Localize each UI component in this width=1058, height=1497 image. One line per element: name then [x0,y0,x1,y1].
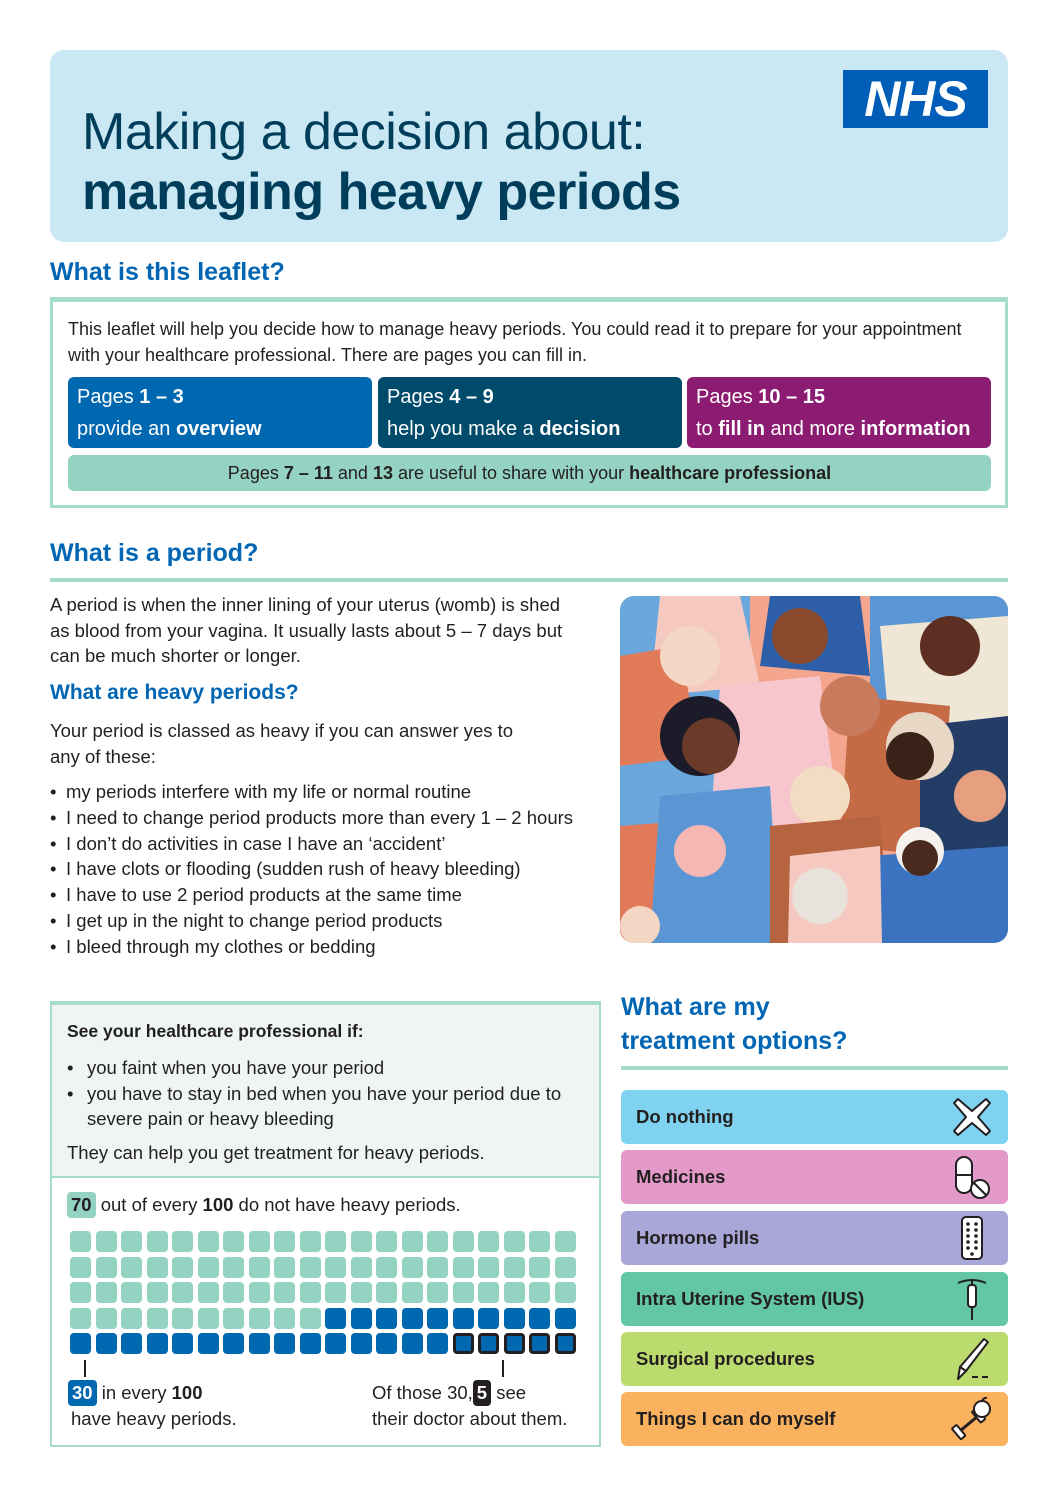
no-heavy-person-square [300,1257,321,1278]
heavy-pointer [84,1360,86,1377]
no-heavy-person-square [147,1282,168,1303]
option-self-care: Things I can do myself [621,1392,1008,1446]
no-heavy-person-square [453,1231,474,1252]
heavy-person-square [427,1308,448,1329]
no-heavy-person-square [453,1282,474,1303]
list-item: • you faint when you have your period [67,1055,587,1081]
no-heavy-person-square [121,1308,142,1329]
list-item: • I have clots or flooding (sudden rush of heavy bleeding) [50,856,573,882]
see-professional-panel [52,1005,599,1177]
page-title-line1: Making a decision about: [82,103,646,161]
no-heavy-person-square [402,1282,423,1303]
heavy-count-badge: 30 [68,1380,97,1406]
list-item: • I bleed through my clothes or bedding [50,934,573,960]
heavy-person-square [351,1308,372,1329]
see-professional-title: See your healthcare professional if: [67,1021,364,1041]
pill-pack-icon [950,1216,994,1260]
no-heavy-person-square [172,1282,193,1303]
no-heavy-person-square [96,1231,117,1252]
heavy-periods-list [50,779,573,960]
no-heavy-person-square [121,1231,142,1252]
heavy-person-square [453,1308,474,1329]
list-item: • my periods interfere with my life or normal routine [50,779,573,805]
no-heavy-person-square [300,1231,321,1252]
no-heavy-person-square [478,1282,499,1303]
heavy-person-square [402,1333,423,1354]
leaflet-info-box [50,297,1008,508]
no-heavy-person-square [529,1231,550,1252]
see-professional-list [67,1055,587,1132]
doctor-visit-person-square [529,1333,550,1354]
heavy-person-square [96,1333,117,1354]
heavy-person-square [223,1333,244,1354]
no-heavy-person-square [274,1308,295,1329]
no-heavy-person-square [300,1282,321,1303]
doctor-pointer [502,1360,504,1377]
ius-device-icon [950,1277,994,1321]
no-heavy-person-square [223,1257,244,1278]
scalpel-icon [950,1337,994,1381]
no-heavy-person-square [376,1257,397,1278]
treatment-heading: What are my treatment options? [621,993,848,1055]
page-title-line2: managing heavy periods [82,163,681,221]
no-heavy-person-square [147,1231,168,1252]
heavy-periods-intro: Your period is classed as heavy if you can answer yes to any of these: [50,720,514,767]
no-heavy-person-square [402,1231,423,1252]
no-heavy-person-square [249,1257,270,1278]
no-heavy-person-square [478,1257,499,1278]
see-professional-box [50,1001,601,1447]
leaflet-intro: This leaflet will help you decide how to manage heavy periods. You could read it to prepare for your appointment with your healthcare professional. There are pages you can fill in. [68,319,962,365]
no-heavy-person-square [555,1282,576,1303]
heavy-person-square [249,1333,270,1354]
list-item: • I get up in the night to change period products [50,908,573,934]
heavy-person-square [376,1308,397,1329]
pages-fill-in-box: Pages 10 – 15 to fill in and more information [687,377,991,448]
doctor-visit-person-square [504,1333,525,1354]
no-heavy-person-square [198,1231,219,1252]
heavy-person-square [529,1308,550,1329]
no-heavy-person-square [172,1257,193,1278]
heavy-person-square [198,1333,219,1354]
no-heavy-count-badge: 70 [67,1192,96,1218]
header-banner [50,50,1008,242]
heavy-person-square [325,1333,346,1354]
option-surgical: Surgical procedures [621,1332,1008,1386]
heavy-person-square [402,1308,423,1329]
no-heavy-person-square [274,1231,295,1252]
no-heavy-person-square [249,1231,270,1252]
box-divider [52,1176,599,1178]
no-heavy-person-square [555,1257,576,1278]
no-heavy-person-square [555,1231,576,1252]
no-heavy-person-square [70,1231,91,1252]
no-heavy-person-square [249,1282,270,1303]
heavy-person-square [427,1333,448,1354]
heavy-person-square [70,1333,91,1354]
treatment-help-text: They can help you get treatment for heavy periods. [67,1142,485,1163]
no-heavy-person-square [529,1257,550,1278]
doctor-count-badge: 5 [473,1380,491,1406]
option-do-nothing: Do nothing [621,1090,1008,1144]
doctor-visit-stat: Of those 30, 5 see their doctor about them. [372,1382,568,1429]
dumbbell-apple-icon [950,1397,994,1441]
no-heavy-person-square [325,1282,346,1303]
no-heavy-person-square [147,1257,168,1278]
leaflet-heading: What is this leaflet? [50,258,285,286]
pages-overview-box: Pages 1 – 3 provide an overview [68,377,372,448]
no-heavy-person-square [376,1231,397,1252]
no-heavy-person-square [351,1282,372,1303]
no-heavy-person-square [351,1257,372,1278]
doctor-visit-person-square [478,1333,499,1354]
no-heavy-person-square [172,1231,193,1252]
no-heavy-person-square [376,1282,397,1303]
no-heavy-person-square [96,1282,117,1303]
option-ius: Intra Uterine System (IUS) [621,1272,1008,1326]
no-heavy-person-square [274,1257,295,1278]
no-heavy-person-square [223,1231,244,1252]
no-heavy-person-square [351,1231,372,1252]
no-heavy-person-square [300,1308,321,1329]
heavy-person-square [274,1333,295,1354]
no-heavy-person-square [121,1257,142,1278]
heavy-person-square [504,1308,525,1329]
no-heavy-person-square [223,1282,244,1303]
no-heavy-person-square [121,1282,142,1303]
heavy-periods-stat: 30 in every 100 have heavy periods. [68,1380,308,1432]
heavy-person-square [147,1333,168,1354]
heavy-person-square [351,1333,372,1354]
no-heavy-person-square [453,1257,474,1278]
no-heavy-person-square [504,1282,525,1303]
no-heavy-person-square [249,1308,270,1329]
no-heavy-person-square [325,1257,346,1278]
no-heavy-person-square [427,1282,448,1303]
no-heavy-periods-stat: 70 out of every 100 do not have heavy periods. [67,1192,461,1218]
section-divider [50,578,1008,582]
crowd-illustration [620,596,1008,943]
no-heavy-person-square [504,1257,525,1278]
no-heavy-person-square [147,1308,168,1329]
no-heavy-person-square [504,1231,525,1252]
heavy-person-square [121,1333,142,1354]
no-heavy-person-square [427,1231,448,1252]
heavy-periods-heading: What are heavy periods? [50,681,299,704]
no-heavy-person-square [529,1282,550,1303]
period-heading: What is a period? [50,539,259,567]
icon-array-100 [70,1231,582,1354]
no-heavy-person-square [427,1257,448,1278]
no-heavy-person-square [96,1308,117,1329]
doctor-visit-person-square [555,1333,576,1354]
heavy-person-square [376,1333,397,1354]
section-divider [621,1066,1008,1070]
no-heavy-person-square [70,1308,91,1329]
pages-decision-box: Pages 4 – 9 help you make a decision [378,377,682,448]
no-heavy-person-square [223,1308,244,1329]
no-heavy-person-square [478,1231,499,1252]
list-item: • I don’t do activities in case I have an ‘accident’ [50,831,573,857]
heavy-person-square [172,1333,193,1354]
no-heavy-person-square [198,1308,219,1329]
list-item: • I have to use 2 period products at the same time [50,882,573,908]
no-heavy-person-square [172,1308,193,1329]
heavy-person-square [478,1308,499,1329]
no-heavy-person-square [70,1282,91,1303]
no-heavy-person-square [70,1257,91,1278]
heavy-person-square [300,1333,321,1354]
heavy-person-square [325,1308,346,1329]
no-heavy-person-square [198,1257,219,1278]
list-item: • I need to change period products more than every 1 – 2 hours [50,805,573,831]
no-heavy-person-square [274,1282,295,1303]
no-heavy-person-square [198,1282,219,1303]
no-heavy-person-square [96,1257,117,1278]
share-pages-bar: Pages 7 – 11 and 13 are useful to share with your healthcare professional [68,455,991,491]
pill-capsule-icon [950,1155,994,1199]
list-item: • you have to stay in bed when you have your period due to severe pain or heavy bleeding [67,1081,587,1132]
no-heavy-person-square [402,1257,423,1278]
heavy-person-square [555,1308,576,1329]
period-description: A period is when the inner lining of your uterus (womb) is shed as blood from your vagina. It usually lasts about 5 – 7 days but can be much shorter or longer. [50,594,563,666]
option-hormone-pills: Hormone pills [621,1211,1008,1265]
cross-icon [950,1095,994,1139]
no-heavy-person-square [325,1231,346,1252]
option-medicines: Medicines [621,1150,1008,1204]
doctor-visit-person-square [453,1333,474,1354]
nhs-logo: NHS [843,70,988,128]
